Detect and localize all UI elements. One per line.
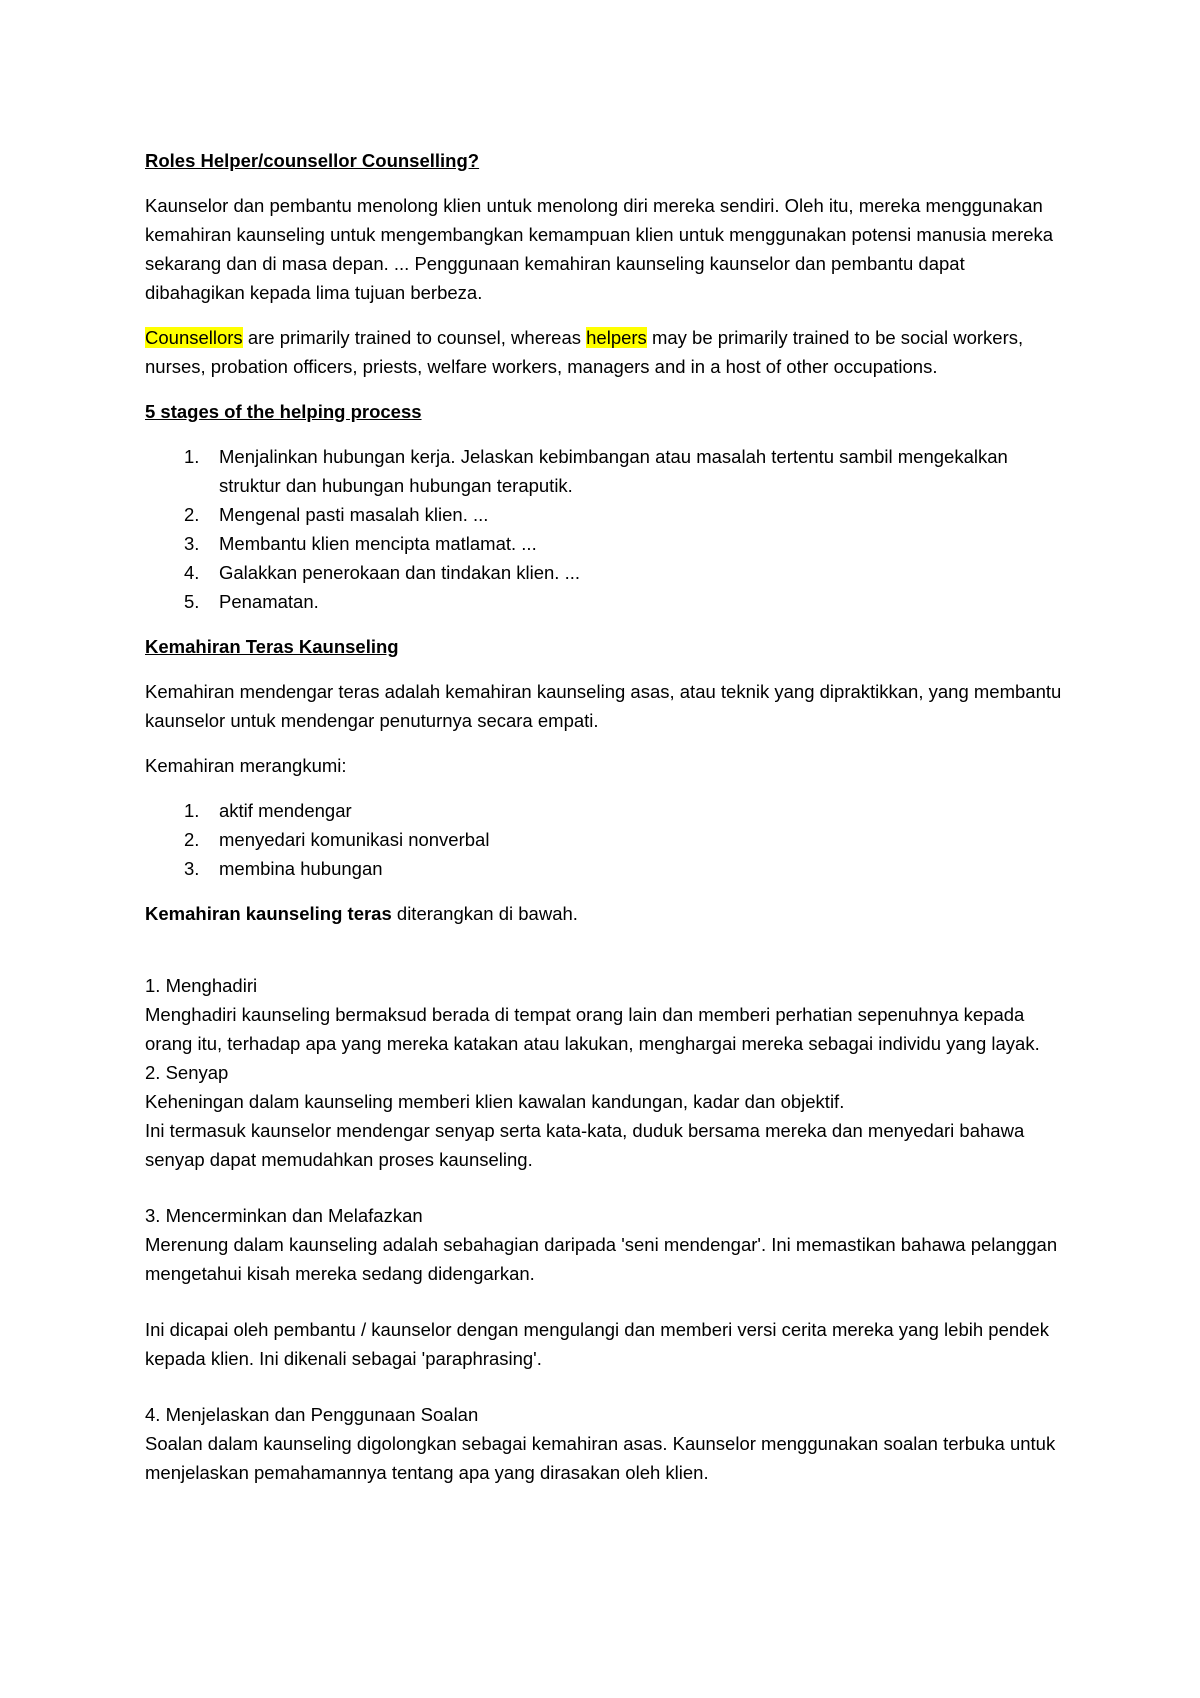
core-skills-list (145, 796, 1065, 883)
list-item (145, 529, 1065, 558)
core-intro (145, 899, 1065, 928)
list-item (145, 796, 1065, 825)
list-number: 1. (184, 800, 200, 821)
stages-heading: 5 stages of the helping process (145, 401, 422, 422)
document-body (145, 146, 1065, 1487)
spacer (145, 1174, 1065, 1201)
roles-paragraph-2-mid: are primarily trained to counsel, whereas (242, 327, 587, 348)
roles-heading: Roles Helper/counsellor Counselling? (145, 150, 480, 171)
skill-2-title: 2. Senyap (145, 1062, 229, 1083)
list-text: membina hubungan (219, 858, 383, 879)
stages-list (145, 442, 1065, 616)
list-item (145, 500, 1065, 529)
list-number: 1. (184, 446, 200, 467)
spacer (145, 1288, 1065, 1315)
list-text: Galakkan penerokaan dan tindakan klien. ... (219, 562, 580, 583)
list-item (145, 587, 1065, 616)
core-intro-rest: diterangkan di bawah. (391, 903, 578, 924)
skill-4-title: 4. Menjelaskan dan Penggunaan Soalan (145, 1404, 479, 1425)
skill-3-text-2: Ini dicapai oleh pembantu / kaunselor dengan mengulangi dan memberi versi cerita mereka yang lebih pendek kepada klien. Ini dikenali sebagai 'paraphrasing'. (145, 1319, 1049, 1369)
skill-2-text-2: Ini termasuk kaunselor mendengar senyap serta kata-kata, duduk bersama mereka dan menyedari bahawa senyap dapat memudahkan proses kaunseling. (145, 1120, 1025, 1170)
roles-paragraph-2-rest: may be primarily trained to be social workers, nurses, probation officers, priests, welfare workers, managers and in a host of other occupations. (145, 327, 1024, 377)
list-text: Menjalinkan hubungan kerja. Jelaskan kebimbangan atau masalah tertentu sambil mengekalkan struktur dan hubungan hubungan teraputik. (219, 446, 1008, 496)
core-paragraph-2: Kemahiran merangkumi: (145, 755, 347, 776)
highlight-helpers: helpers (586, 327, 647, 348)
core-heading: Kemahiran Teras Kaunseling (145, 636, 399, 657)
list-number: 3. (184, 533, 200, 554)
list-text: Mengenal pasti masalah klien. ... (219, 504, 489, 525)
core-intro-bold: Kemahiran kaunseling teras (145, 903, 392, 924)
skill-1-text: Menghadiri kaunseling bermaksud berada di tempat orang lain dan memberi perhatian sepenuhnya kepada orang itu, terhadap apa yang mereka katakan atau lakukan, menghargai mereka sebagai individu yang layak. (145, 1004, 1040, 1054)
spacer (145, 944, 1065, 971)
roles-paragraph-1: Kaunselor dan pembantu menolong klien untuk menolong diri mereka sendiri. Oleh itu, mereka menggunakan kemahiran kaunseling untuk mengembangkan kemampuan klien untuk menggunakan potensi manusia mereka sekarang dan di masa depan. ... Penggunaan kemahiran kaunseling kaunselor dan pembantu dapat dibahagikan kepada lima tujuan berbeza. (145, 195, 1054, 303)
list-text: Penamatan. (219, 591, 319, 612)
list-item (145, 825, 1065, 854)
list-number: 2. (184, 504, 200, 525)
list-text: Membantu klien mencipta matlamat. ... (219, 533, 537, 554)
skill-3-text-1: Merenung dalam kaunseling adalah sebahagian daripada 'seni mendengar'. Ini memastikan bahawa pelanggan mengetahui kisah mereka sedang didengarkan. (145, 1234, 1058, 1284)
list-number: 3. (184, 858, 200, 879)
skill-3-title: 3. Mencerminkan dan Melafazkan (145, 1205, 423, 1226)
list-item (145, 442, 1065, 500)
list-item (145, 558, 1065, 587)
list-text: menyedari komunikasi nonverbal (219, 829, 490, 850)
highlight-counsellors: Counsellors (145, 327, 243, 348)
list-number: 5. (184, 591, 200, 612)
skill-1-title: 1. Menghadiri (145, 975, 258, 996)
roles-paragraph-2 (145, 323, 1065, 381)
skill-2-text-1: Keheningan dalam kaunseling memberi klien kawalan kandungan, kadar dan objektif. (145, 1091, 845, 1112)
list-number: 4. (184, 562, 200, 583)
list-number: 2. (184, 829, 200, 850)
list-text: aktif mendengar (219, 800, 352, 821)
list-item (145, 854, 1065, 883)
core-paragraph-1: Kemahiran mendengar teras adalah kemahiran kaunseling asas, atau teknik yang dipraktikkan, yang membantu kaunselor untuk mendengar penuturnya secara empati. (145, 681, 1062, 731)
spacer (145, 1373, 1065, 1400)
skill-4-text: Soalan dalam kaunseling digolongkan sebagai kemahiran asas. Kaunselor menggunakan soalan terbuka untuk menjelaskan pemahamannya tentang apa yang dirasakan oleh klien. (145, 1433, 1056, 1483)
